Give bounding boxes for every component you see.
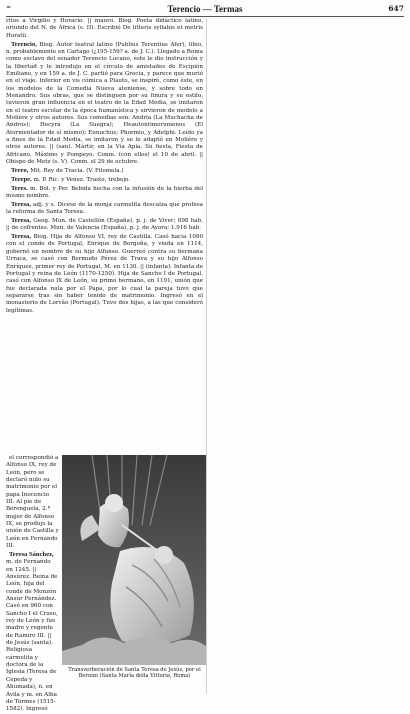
running-title: Terencio — Termas [167,4,243,14]
dictionary-entry [6,551,59,714]
dictionary-entry [6,185,203,201]
figure [62,455,207,694]
entry-definition: Geog. Mun. de Castellón (España), p. j. de Viver; 898 hab. || de cofrentes. Mun. de Valencia (España), p. j. de Ayora; 1.916 hab. [6,217,203,232]
entry-headword: Teresa, [11,200,31,208]
entry-headword: Teresa, [11,233,31,241]
entry-definition: m. P. Ric. y Venez. Trasto, trebejo. [33,176,131,183]
sculpture-photo [62,455,207,665]
header-left-fragment: = [6,4,12,11]
entry-definition: adj. y s. Dícese de la monja carmelita descalza que profesa la reforma de Santa Teresa. [6,201,203,216]
page-header [6,4,404,16]
entry-headword: Teres. [11,184,28,192]
column-divider [206,18,207,694]
dictionary-entry [6,176,203,184]
entry-definition: m. de Fernando en 1245. || Ansúrez. Reina de León, hija del conde de Monzón Ansur Fernández. Casó en 960 con Sancho I el Craso, rey de León y fue madre y regente de Ramiro III. || de Jesús (santa). Religiosa carmelita y doctora de la Iglesia (Teresa de Cepeda y Ahumada), n. en Ávila y m. en Alba de Tormes (1515-1582). Ingresó [6,559,58,713]
dictionary-entry [6,201,203,217]
figure-caption: Transverberación de Santa Teresa de Jesús, por el Bernini (Santa María della Vittoria, Roma) [68,667,201,680]
dictionary-entry [6,455,59,550]
dictionary-entry [6,233,203,315]
dictionary-entry [6,217,203,233]
dictionary-entry [6,167,203,175]
entry-definition: el correspondió a Alfonso IX, rey de León, pero se declaró nulo su matrimonio por el papa Inocencio III. Al pie de Berenguela, 2.ª mujer de Alfonso IX, se produjo la unión de Castilla y León en Fernando III. [6,455,59,550]
entry-definition: m. Bol. y Per. Bebida hecha con la infusión de la hierba del mismo nombre. [6,185,203,199]
entry-headword: Teresa Sánchez, [9,550,54,558]
entry-headword: Teresa, [11,216,31,224]
right-column [210,18,404,694]
entry-definition: Biog. Autor teatral latino (Publius Terentius Afer), libio, n. probablemente en Cartago (¿195-159? a. de J. C.). Llegado a Roma como esclavo del senador Terencio Lucano, éste le dio instrucción y la libertad y le introdujo en el círculo de amistades de Escipión Emiliano, y en 159 a. de J. C. partió para Grecia, y parece que murió en el viaje. Inferior en vis cómica a Plauto, se inspiró, como éste, en los modelos de la Comedia Nueva ateniense, y sobre todo en Menandro. Sus obras, que se distinguen por su finura y su estilo, tuvieron gran influencia en el teatro de la Edad Media, se imitaron en el teatro escolar de la época humanística y sirvieron de modelo a Molière y otros autores. Sus comedias son: Andria (La Muchacha de Andros); Hecyra (La Suegra); Heautontimorumenos (El Atormentador de sí mismo); Eunuchus; Phormio, y Adelphi. Leído ya a fines de la Edad Media, se imitaron y se le adaptó en Molière y otros autores. || (san). Mártir, en la Vía Apia. Su fiesta, Fiesta de Africano, Máximo y Pompeyo. Conm. (con ellos) el 10 de abril. || Obispo de Metz (s. V). Conm. el 29 de octubre. [6,41,203,166]
entry-definition: ritos a Virgilio y Horacio. || mauro. Biog. Poeta didáctico latino, oriundo del N. de África (s. II). Escribió De litteris syllabis et metris Horatii. [6,18,203,39]
entry-definition: Mit. Rey de Tracia. (V. Filomela.) [30,167,124,174]
entry-headword: Tereo, [11,166,29,174]
entry-headword: Terencio, [11,40,37,48]
left-column [6,18,203,455]
entry-definition: Biog. Hija de Alfonso VI, rey de Castilla. Casó hacia 1090 con el conde de Portugal, Enrique de Borgoña, y viuda en 1114, gobernó en nombre de su hijo Alfonso. Guerreó contra su hermana Urraca, se casó con Bermudo Pérez de Trava y su hijo Alfonso Enríquez, primer rey de Portugal, M. en 1130. || (infanta). Infanta de Portugal y reina de León (1170-1250). Hija de Sancho I de Portugal, casó con Alfonso IX de León, su primo hermano, en 1191, unión que fue declarada nula por el Papa, por lo cual la pareja tuvo que separarse tras sin haber tenido de matrimonio. Ingresó en el monasterio de Lorvão (Portugal). Tuvo dos hijas, a las que consideró legítimas. [6,234,204,314]
narrow-column-beside-figure [6,455,59,713]
dictionary-entry [6,41,203,167]
dictionary-entry [6,18,203,40]
header-rule [6,16,404,17]
sculpture-image [62,455,207,665]
entry-headword: Terepe. [11,175,32,183]
page-number: 647 [388,4,404,13]
